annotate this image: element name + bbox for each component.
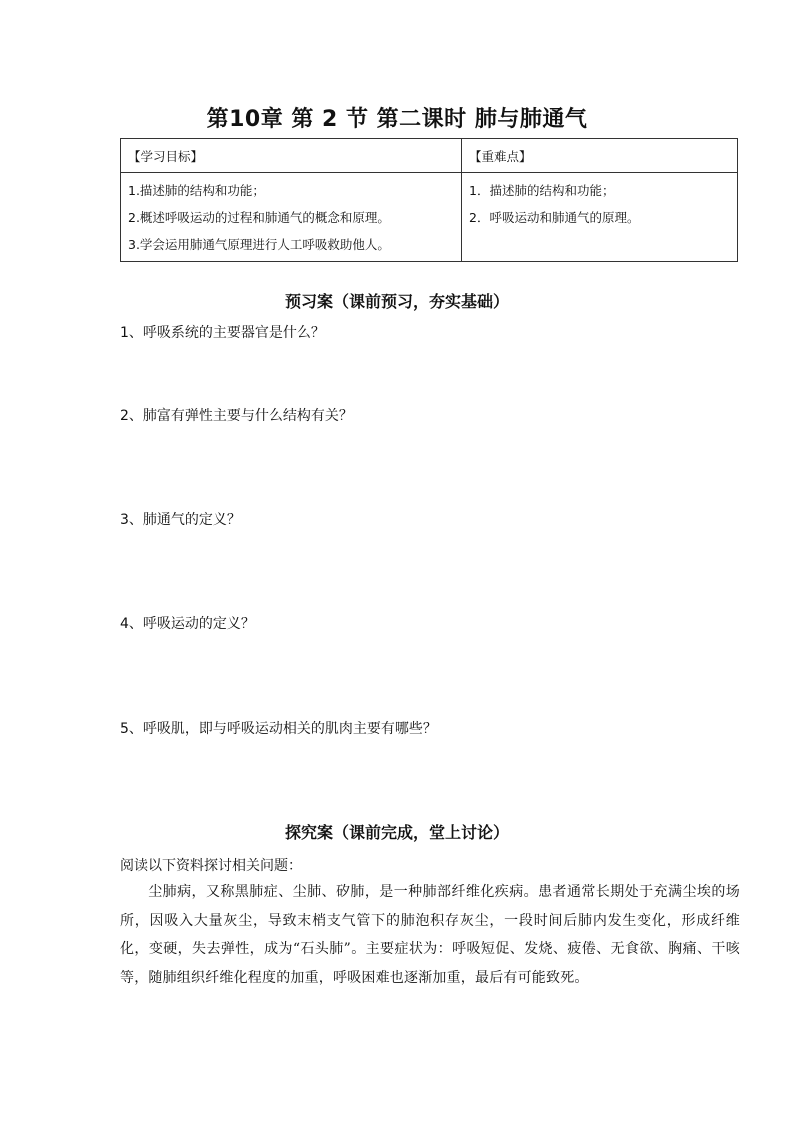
key-point-item: 1．描述肺的结构和功能； bbox=[469, 183, 615, 198]
reading-material-paragraph bbox=[120, 878, 740, 992]
preview-question: 5、呼吸肌，即与呼吸运动相关的肌肉主要有哪些？ bbox=[120, 721, 437, 737]
key-points-header: 【重难点】 bbox=[462, 139, 738, 173]
learning-goal-item: 3.学会运用肺通气原理进行人工呼吸救助他人。 bbox=[128, 237, 390, 252]
learning-goal-item: 1.描述肺的结构和功能； bbox=[128, 183, 265, 198]
learning-goals-header: 【学习目标】 bbox=[121, 139, 462, 173]
preview-section-title: 预习案（课前预习，夯实基础） bbox=[284, 292, 509, 311]
reading-material-text: 尘肺病，又称黑肺症、尘肺、矽肺，是一种肺部纤维化疾病。患者通常长期处于充满尘埃的场所，因吸入大量灰尘，导致末梢支气管下的肺泡积存灰尘，一段时间后肺内发生变化，形成纤维化，变硬，失去弹性，成为“石头肺”。主要症状为：呼吸短促、发烧、疲倦、无食欲、胸痛、干咳等，随肺组织纤维化程度的加重，呼吸困难也逐渐加重，最后有可能致死。 bbox=[120, 884, 740, 986]
preview-question: 3、肺通气的定义？ bbox=[120, 512, 241, 528]
preview-question: 1、呼吸系统的主要器官是什么？ bbox=[120, 325, 325, 341]
explore-intro: 阅读以下资料探讨相关问题： bbox=[120, 858, 302, 874]
learning-goals-cell bbox=[121, 173, 462, 262]
learning-goal-item: 2.概述呼吸运动的过程和肺通气的概念和原理。 bbox=[128, 210, 390, 225]
goals-table-body-row bbox=[121, 173, 738, 262]
key-points-cell bbox=[462, 173, 738, 262]
key-point-item: 2．呼吸运动和肺通气的原理。 bbox=[469, 210, 640, 225]
preview-question: 2、肺富有弹性主要与什么结构有关？ bbox=[120, 408, 353, 424]
page-title: 第10章 第 2 节 第二课时 肺与肺通气 bbox=[206, 107, 588, 132]
goals-table-header-row bbox=[121, 139, 738, 173]
explore-section-title: 探究案（课前完成，堂上讨论） bbox=[284, 823, 509, 842]
goals-table bbox=[120, 138, 738, 262]
preview-question: 4、呼吸运动的定义？ bbox=[120, 616, 255, 632]
